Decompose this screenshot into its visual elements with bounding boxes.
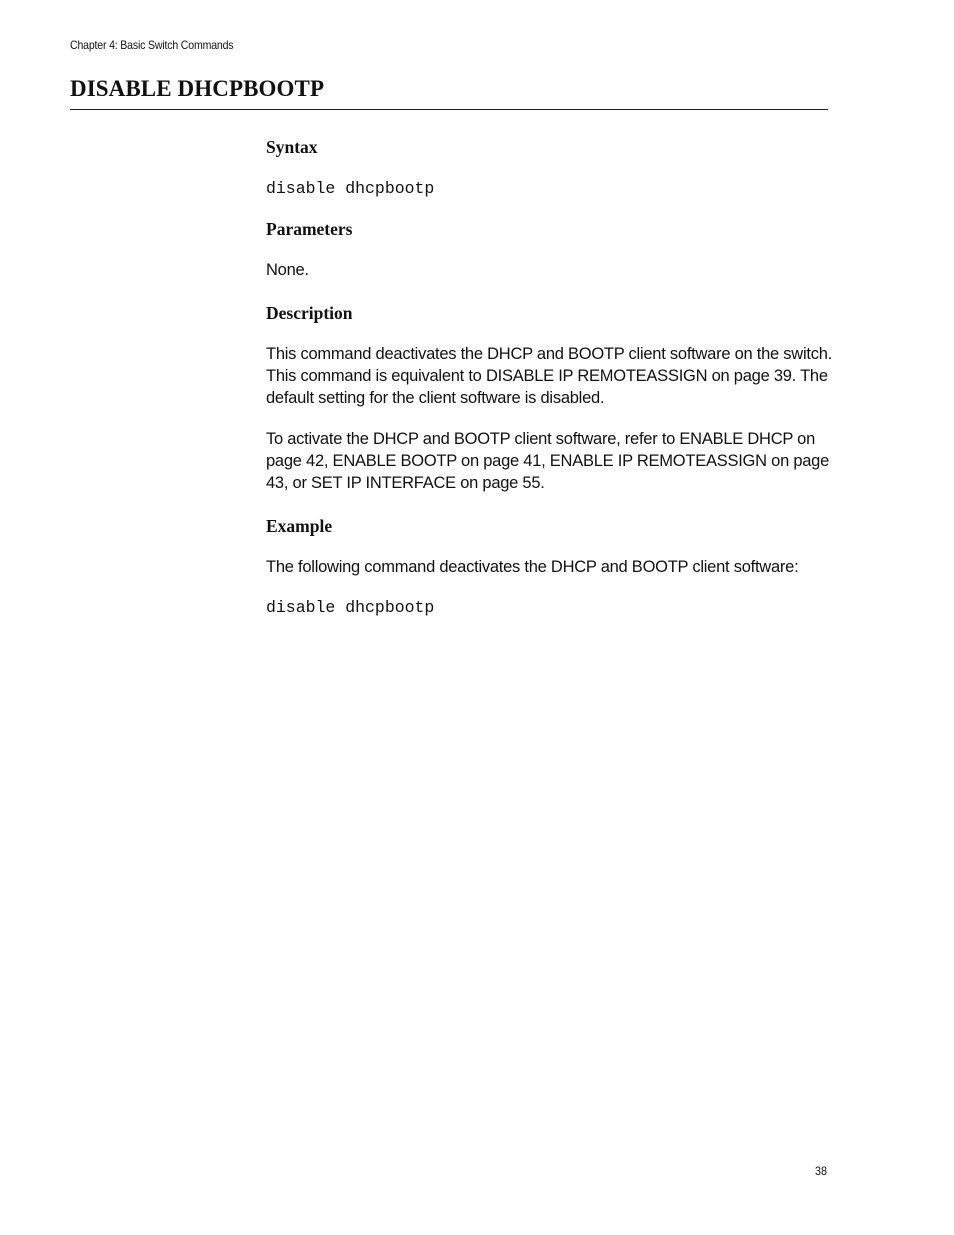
syntax-command: disable dhcpbootp (266, 179, 435, 198)
example-text: The following command deactivates the DHCP and BOOTP client software: (266, 558, 799, 576)
description-section (266, 303, 832, 494)
parameters-heading: Parameters (266, 219, 353, 239)
example-section (266, 516, 832, 619)
syntax-section (266, 137, 832, 200)
running-header: Chapter 4: Basic Switch Commands (70, 38, 234, 52)
page-title: DISABLE DHCPBOOTP (70, 76, 325, 101)
syntax-heading: Syntax (266, 137, 318, 157)
command-reference-body (266, 137, 832, 619)
description-paragraph: This command deactivates the DHCP and BOOTP client software on the switch. This command is equivalent to DISABLE IP REMOTEASSIGN on page 39. The default setting for the client software is disabled. (266, 345, 832, 407)
parameters-section (266, 219, 832, 281)
description-paragraph: To activate the DHCP and BOOTP client software, refer to ENABLE DHCP on page 42, ENABLE BOOTP on page 41, ENABLE IP REMOTEASSIGN on page 43, or SET IP INTERFACE on page 55. (266, 430, 830, 492)
parameters-text: None. (266, 261, 309, 279)
example-heading: Example (266, 516, 333, 536)
title-divider (70, 109, 828, 110)
example-command: disable dhcpbootp (266, 598, 435, 617)
page-number: 38 (815, 1164, 828, 1178)
description-heading: Description (266, 303, 353, 323)
